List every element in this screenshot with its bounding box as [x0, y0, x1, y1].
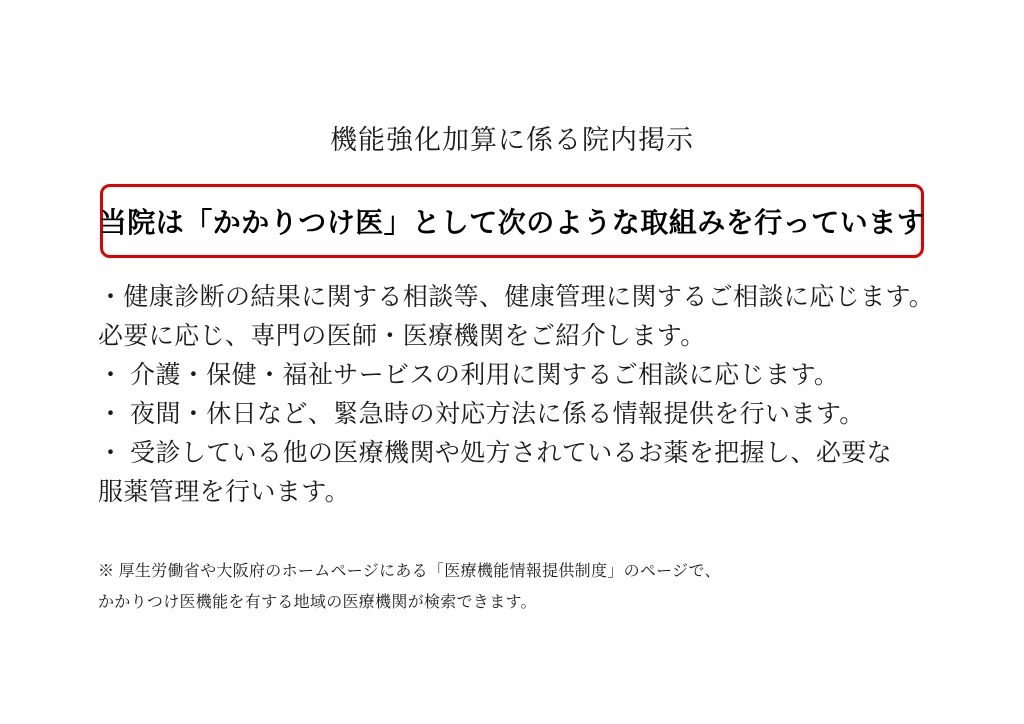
body-line: ・健康診断の結果に関する相談等、健康管理に関するご相談に応じます。 [98, 284, 935, 311]
footnote-line: かかりつけ医機能を有する地域の医療機関が検索できます。 [98, 594, 537, 611]
body-line: ・ 受診している他の医療機関や処方されているお薬を把握し、必要な [98, 440, 893, 467]
body-line: ・ 夜間・休日など、緊急時の対応方法に係る情報提供を行います。 [98, 401, 865, 428]
headline-text: 当院は「かかりつけ医」として次のような取組みを行っています [98, 208, 926, 239]
body-text-block [98, 278, 935, 512]
footnote-block [98, 556, 928, 618]
body-line: 服薬管理を行います。 [98, 479, 351, 506]
body-line: ・ 介護・保健・福祉サービスの利用に関するご相談に応じます。 [98, 362, 840, 389]
headline-callout-box [100, 184, 924, 258]
body-line: 必要に応じ、専門の医師・医療機関をご紹介します。 [98, 323, 706, 350]
page-title: 機能強化加算に係る院内掲示 [330, 125, 694, 155]
footnote-line: ※ 厚生労働省や大阪府のホームページにある「医療機能情報提供制度」のページで、 [98, 563, 721, 580]
